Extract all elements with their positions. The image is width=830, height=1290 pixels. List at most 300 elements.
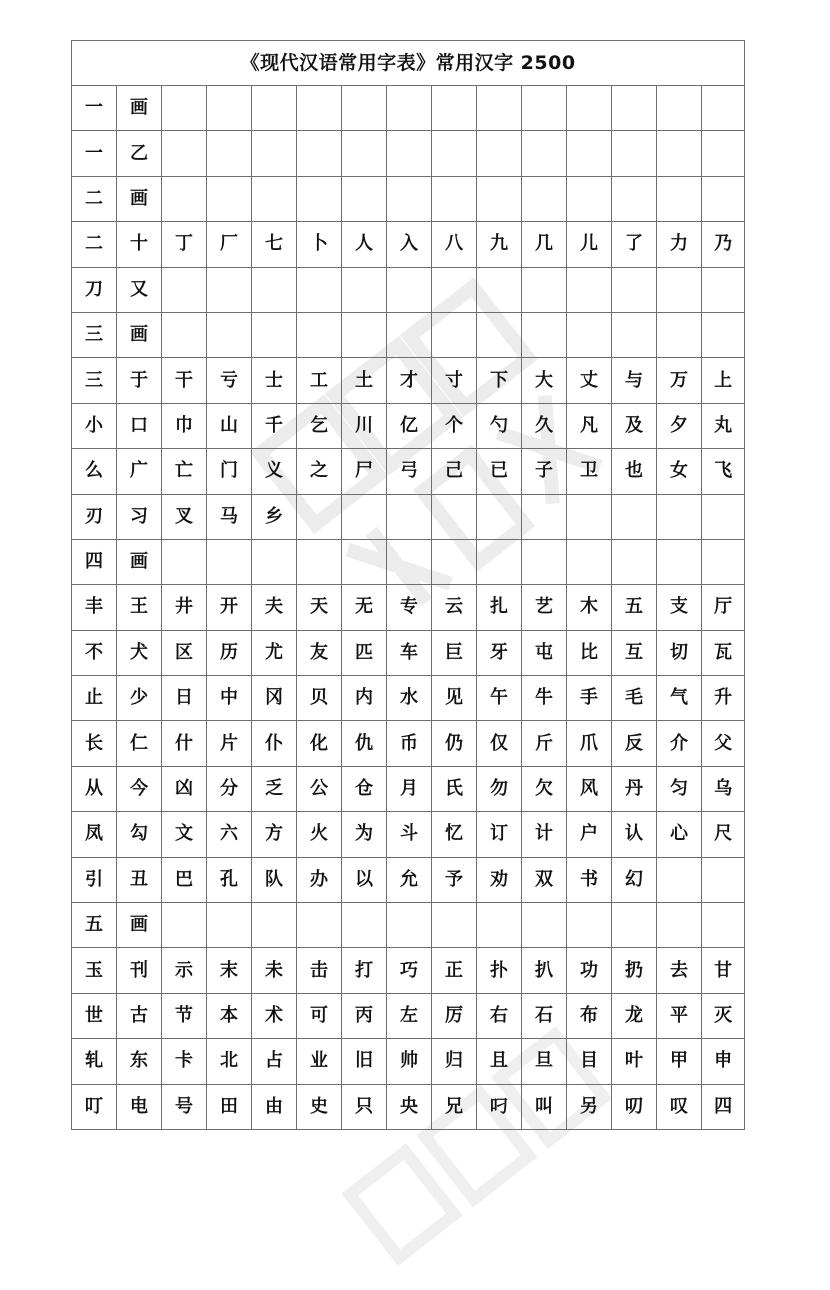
empty-cell: [342, 903, 387, 948]
empty-cell: [702, 176, 745, 221]
character-cell: 小: [72, 403, 117, 448]
character-cell: 专: [387, 585, 432, 630]
empty-cell: [522, 539, 567, 584]
empty-cell: [207, 86, 252, 131]
character-cell: 犬: [117, 630, 162, 675]
character-cell: 爪: [567, 721, 612, 766]
character-cell: 且: [477, 1039, 522, 1084]
character-cell: 甘: [702, 948, 745, 993]
table-row: [72, 222, 745, 267]
character-cell: 十: [117, 222, 162, 267]
character-cell: 刃: [72, 494, 117, 539]
character-cell: 午: [477, 676, 522, 721]
character-cell: 斗: [387, 812, 432, 857]
character-cell: 口: [117, 403, 162, 448]
character-cell: 乞: [297, 403, 342, 448]
empty-cell: [387, 131, 432, 176]
empty-cell: [432, 267, 477, 312]
empty-cell: [522, 131, 567, 176]
character-cell: 电: [117, 1084, 162, 1129]
empty-cell: [162, 539, 207, 584]
character-table: [71, 40, 745, 1130]
character-cell: 左: [387, 993, 432, 1038]
character-cell: 节: [162, 993, 207, 1038]
empty-cell: [612, 312, 657, 357]
character-cell: 厅: [702, 585, 745, 630]
empty-cell: [522, 312, 567, 357]
table-row: [72, 494, 745, 539]
character-cell: 三: [72, 358, 117, 403]
character-cell: 巨: [432, 630, 477, 675]
table-row: [72, 403, 745, 448]
empty-cell: [207, 176, 252, 221]
character-cell: 友: [297, 630, 342, 675]
empty-cell: [297, 86, 342, 131]
character-cell: 己: [432, 449, 477, 494]
empty-cell: [207, 539, 252, 584]
character-cell: 欠: [522, 766, 567, 811]
character-cell: 归: [432, 1039, 477, 1084]
character-cell: 勺: [477, 403, 522, 448]
character-cell: 广: [117, 449, 162, 494]
character-cell: 瓦: [702, 630, 745, 675]
character-cell: 仅: [477, 721, 522, 766]
character-cell: 申: [702, 1039, 745, 1084]
character-cell: 丸: [702, 403, 745, 448]
character-cell: 刊: [117, 948, 162, 993]
table-row: [72, 267, 745, 312]
character-cell: 土: [342, 358, 387, 403]
empty-cell: [612, 494, 657, 539]
character-cell: 止: [72, 676, 117, 721]
character-cell: 叹: [657, 1084, 702, 1129]
character-cell: 央: [387, 1084, 432, 1129]
character-cell: 四: [72, 539, 117, 584]
empty-cell: [432, 903, 477, 948]
empty-cell: [432, 539, 477, 584]
character-cell: 引: [72, 857, 117, 902]
character-cell: 石: [522, 993, 567, 1038]
character-cell: 气: [657, 676, 702, 721]
character-cell: 卫: [567, 449, 612, 494]
empty-cell: [567, 176, 612, 221]
character-cell: 灭: [702, 993, 745, 1038]
character-cell: 术: [252, 993, 297, 1038]
character-cell: 分: [207, 766, 252, 811]
character-cell: 仁: [117, 721, 162, 766]
empty-cell: [477, 903, 522, 948]
character-cell: 又: [117, 267, 162, 312]
character-cell: 世: [72, 993, 117, 1038]
character-cell: 本: [207, 993, 252, 1038]
character-cell: 古: [117, 993, 162, 1038]
character-cell: 艺: [522, 585, 567, 630]
character-cell: 万: [657, 358, 702, 403]
empty-cell: [477, 539, 522, 584]
empty-cell: [432, 176, 477, 221]
character-cell: 切: [657, 630, 702, 675]
character-cell: 打: [342, 948, 387, 993]
table-row: [72, 721, 745, 766]
character-cell: 从: [72, 766, 117, 811]
character-cell: 风: [567, 766, 612, 811]
character-cell: 刀: [72, 267, 117, 312]
character-cell: 画: [117, 903, 162, 948]
character-cell: 办: [297, 857, 342, 902]
character-cell: 书: [567, 857, 612, 902]
character-cell: 卡: [162, 1039, 207, 1084]
character-cell: 帅: [387, 1039, 432, 1084]
table-row: [72, 312, 745, 357]
empty-cell: [657, 312, 702, 357]
table-row: [72, 585, 745, 630]
empty-cell: [252, 539, 297, 584]
character-cell: 布: [567, 993, 612, 1038]
character-cell: 业: [297, 1039, 342, 1084]
character-cell: 亿: [387, 403, 432, 448]
character-cell: 目: [567, 1039, 612, 1084]
character-cell: 画: [117, 312, 162, 357]
character-cell: 击: [297, 948, 342, 993]
character-cell: 东: [117, 1039, 162, 1084]
empty-cell: [477, 131, 522, 176]
character-cell: 历: [207, 630, 252, 675]
empty-cell: [207, 312, 252, 357]
character-cell: 亡: [162, 449, 207, 494]
character-cell: 丙: [342, 993, 387, 1038]
character-cell: 冈: [252, 676, 297, 721]
character-cell: 二: [72, 176, 117, 221]
empty-cell: [387, 267, 432, 312]
character-cell: 玉: [72, 948, 117, 993]
character-cell: 月: [387, 766, 432, 811]
character-cell: 入: [387, 222, 432, 267]
character-cell: 计: [522, 812, 567, 857]
empty-cell: [342, 267, 387, 312]
empty-cell: [342, 86, 387, 131]
character-cell: 户: [567, 812, 612, 857]
empty-cell: [477, 176, 522, 221]
table-row: [72, 948, 745, 993]
character-cell: 史: [297, 1084, 342, 1129]
character-cell: 丑: [117, 857, 162, 902]
empty-cell: [477, 267, 522, 312]
empty-cell: [522, 494, 567, 539]
character-cell: 儿: [567, 222, 612, 267]
character-cell: 叶: [612, 1039, 657, 1084]
empty-cell: [702, 267, 745, 312]
empty-cell: [207, 131, 252, 176]
character-cell: 乃: [702, 222, 745, 267]
character-cell: 号: [162, 1084, 207, 1129]
character-cell: 手: [567, 676, 612, 721]
character-cell: 巴: [162, 857, 207, 902]
empty-cell: [432, 86, 477, 131]
page-title: 《现代汉语常用字表》常用汉字 2500: [72, 41, 745, 86]
character-cell: 乌: [702, 766, 745, 811]
empty-cell: [342, 539, 387, 584]
character-cell: 轧: [72, 1039, 117, 1084]
table-row: [72, 1084, 745, 1129]
character-cell: 无: [342, 585, 387, 630]
character-cell: 匀: [657, 766, 702, 811]
character-cell: 仆: [252, 721, 297, 766]
character-cell: 介: [657, 721, 702, 766]
empty-cell: [162, 267, 207, 312]
empty-cell: [702, 86, 745, 131]
character-cell: 父: [702, 721, 745, 766]
character-cell: 厉: [432, 993, 477, 1038]
character-cell: 牛: [522, 676, 567, 721]
character-cell: 兄: [432, 1084, 477, 1129]
character-cell: 卜: [297, 222, 342, 267]
empty-cell: [567, 312, 612, 357]
character-cell: 订: [477, 812, 522, 857]
empty-cell: [522, 267, 567, 312]
character-cell: 大: [522, 358, 567, 403]
character-cell: 队: [252, 857, 297, 902]
empty-cell: [567, 86, 612, 131]
character-cell: 方: [252, 812, 297, 857]
character-cell: 互: [612, 630, 657, 675]
character-cell: 四: [702, 1084, 745, 1129]
character-cell: 中: [207, 676, 252, 721]
character-cell: 斤: [522, 721, 567, 766]
empty-cell: [252, 903, 297, 948]
empty-cell: [297, 131, 342, 176]
empty-cell: [387, 86, 432, 131]
character-cell: 叫: [522, 1084, 567, 1129]
empty-cell: [702, 494, 745, 539]
character-cell: 丹: [612, 766, 657, 811]
empty-cell: [567, 539, 612, 584]
character-cell: 及: [612, 403, 657, 448]
character-cell: 三: [72, 312, 117, 357]
empty-cell: [297, 539, 342, 584]
character-cell: 开: [207, 585, 252, 630]
character-cell: 云: [432, 585, 477, 630]
empty-cell: [252, 312, 297, 357]
empty-cell: [342, 312, 387, 357]
character-cell: 子: [522, 449, 567, 494]
character-cell: 夫: [252, 585, 297, 630]
table-row: [72, 131, 745, 176]
character-cell: 叮: [72, 1084, 117, 1129]
table-row: [72, 993, 745, 1038]
empty-cell: [657, 86, 702, 131]
empty-cell: [657, 267, 702, 312]
empty-cell: [207, 903, 252, 948]
character-cell: 七: [252, 222, 297, 267]
character-cell: 巾: [162, 403, 207, 448]
empty-cell: [657, 131, 702, 176]
empty-cell: [702, 539, 745, 584]
character-cell: 亏: [207, 358, 252, 403]
character-cell: 反: [612, 721, 657, 766]
table-row: [72, 1039, 745, 1084]
character-cell: 乙: [117, 131, 162, 176]
empty-cell: [207, 267, 252, 312]
character-cell: 升: [702, 676, 745, 721]
character-cell: 山: [207, 403, 252, 448]
character-cell: 上: [702, 358, 745, 403]
character-cell: 干: [162, 358, 207, 403]
character-cell: 旧: [342, 1039, 387, 1084]
character-cell: 尤: [252, 630, 297, 675]
empty-cell: [522, 86, 567, 131]
character-cell: 寸: [432, 358, 477, 403]
character-cell: 见: [432, 676, 477, 721]
empty-cell: [342, 494, 387, 539]
empty-cell: [297, 176, 342, 221]
empty-cell: [612, 86, 657, 131]
character-cell: 火: [297, 812, 342, 857]
character-cell: 右: [477, 993, 522, 1038]
character-cell: 飞: [702, 449, 745, 494]
character-cell: 扔: [612, 948, 657, 993]
table-row: [72, 630, 745, 675]
table-row: [72, 358, 745, 403]
character-cell: 人: [342, 222, 387, 267]
character-cell: 北: [207, 1039, 252, 1084]
character-cell: 仓: [342, 766, 387, 811]
character-cell: 王: [117, 585, 162, 630]
character-cell: 巧: [387, 948, 432, 993]
character-cell: 由: [252, 1084, 297, 1129]
empty-cell: [612, 267, 657, 312]
character-cell: 九: [477, 222, 522, 267]
empty-cell: [162, 903, 207, 948]
character-cell: 二: [72, 222, 117, 267]
empty-cell: [297, 312, 342, 357]
character-cell: 屯: [522, 630, 567, 675]
character-cell: 叉: [162, 494, 207, 539]
character-cell: 了: [612, 222, 657, 267]
table-row: [72, 812, 745, 857]
character-cell: 田: [207, 1084, 252, 1129]
empty-cell: [702, 131, 745, 176]
character-cell: 币: [387, 721, 432, 766]
character-cell: 么: [72, 449, 117, 494]
empty-cell: [297, 494, 342, 539]
character-cell: 叼: [477, 1084, 522, 1129]
empty-cell: [612, 131, 657, 176]
character-cell: 凶: [162, 766, 207, 811]
empty-cell: [432, 312, 477, 357]
character-cell: 下: [477, 358, 522, 403]
character-cell: 已: [477, 449, 522, 494]
character-cell: 日: [162, 676, 207, 721]
character-cell: 平: [657, 993, 702, 1038]
character-cell: 丰: [72, 585, 117, 630]
empty-cell: [252, 86, 297, 131]
table-row: [72, 449, 745, 494]
empty-cell: [432, 494, 477, 539]
character-cell: 仇: [342, 721, 387, 766]
empty-cell: [162, 176, 207, 221]
empty-cell: [387, 176, 432, 221]
character-cell: 文: [162, 812, 207, 857]
character-cell: 少: [117, 676, 162, 721]
empty-cell: [297, 267, 342, 312]
character-cell: 天: [297, 585, 342, 630]
character-cell: 凤: [72, 812, 117, 857]
character-cell: 木: [567, 585, 612, 630]
character-cell: 六: [207, 812, 252, 857]
character-cell: 扑: [477, 948, 522, 993]
empty-cell: [657, 903, 702, 948]
empty-cell: [612, 539, 657, 584]
empty-cell: [567, 494, 612, 539]
empty-cell: [162, 312, 207, 357]
empty-cell: [657, 494, 702, 539]
character-cell: 今: [117, 766, 162, 811]
character-cell: 门: [207, 449, 252, 494]
character-cell: 弓: [387, 449, 432, 494]
character-cell: 幻: [612, 857, 657, 902]
character-cell: 仍: [432, 721, 477, 766]
character-cell: 支: [657, 585, 702, 630]
empty-cell: [702, 857, 745, 902]
empty-cell: [657, 857, 702, 902]
character-cell: 与: [612, 358, 657, 403]
character-cell: 末: [207, 948, 252, 993]
table-row: [72, 176, 745, 221]
character-cell: 尸: [342, 449, 387, 494]
empty-cell: [252, 176, 297, 221]
empty-cell: [567, 267, 612, 312]
character-cell: 可: [297, 993, 342, 1038]
character-cell: 个: [432, 403, 477, 448]
character-cell: 甲: [657, 1039, 702, 1084]
character-cell: 以: [342, 857, 387, 902]
table-row: [72, 766, 745, 811]
character-cell: 未: [252, 948, 297, 993]
empty-cell: [162, 131, 207, 176]
empty-cell: [612, 176, 657, 221]
character-cell: 占: [252, 1039, 297, 1084]
character-cell: 画: [117, 176, 162, 221]
character-cell: 女: [657, 449, 702, 494]
character-cell: 长: [72, 721, 117, 766]
character-cell: 川: [342, 403, 387, 448]
empty-cell: [522, 903, 567, 948]
character-cell: 工: [297, 358, 342, 403]
table-row: [72, 676, 745, 721]
character-cell: 井: [162, 585, 207, 630]
character-cell: 几: [522, 222, 567, 267]
character-cell: 力: [657, 222, 702, 267]
character-cell: 牙: [477, 630, 522, 675]
character-cell: 丁: [162, 222, 207, 267]
character-cell: 水: [387, 676, 432, 721]
character-cell: 勾: [117, 812, 162, 857]
empty-cell: [702, 903, 745, 948]
character-cell: 八: [432, 222, 477, 267]
empty-cell: [657, 176, 702, 221]
character-cell: 只: [342, 1084, 387, 1129]
empty-cell: [657, 539, 702, 584]
character-cell: 化: [297, 721, 342, 766]
character-cell: 氏: [432, 766, 477, 811]
character-cell: 凡: [567, 403, 612, 448]
character-cell: 区: [162, 630, 207, 675]
character-cell: 叨: [612, 1084, 657, 1129]
character-cell: 于: [117, 358, 162, 403]
empty-cell: [567, 903, 612, 948]
empty-cell: [387, 312, 432, 357]
empty-cell: [162, 86, 207, 131]
